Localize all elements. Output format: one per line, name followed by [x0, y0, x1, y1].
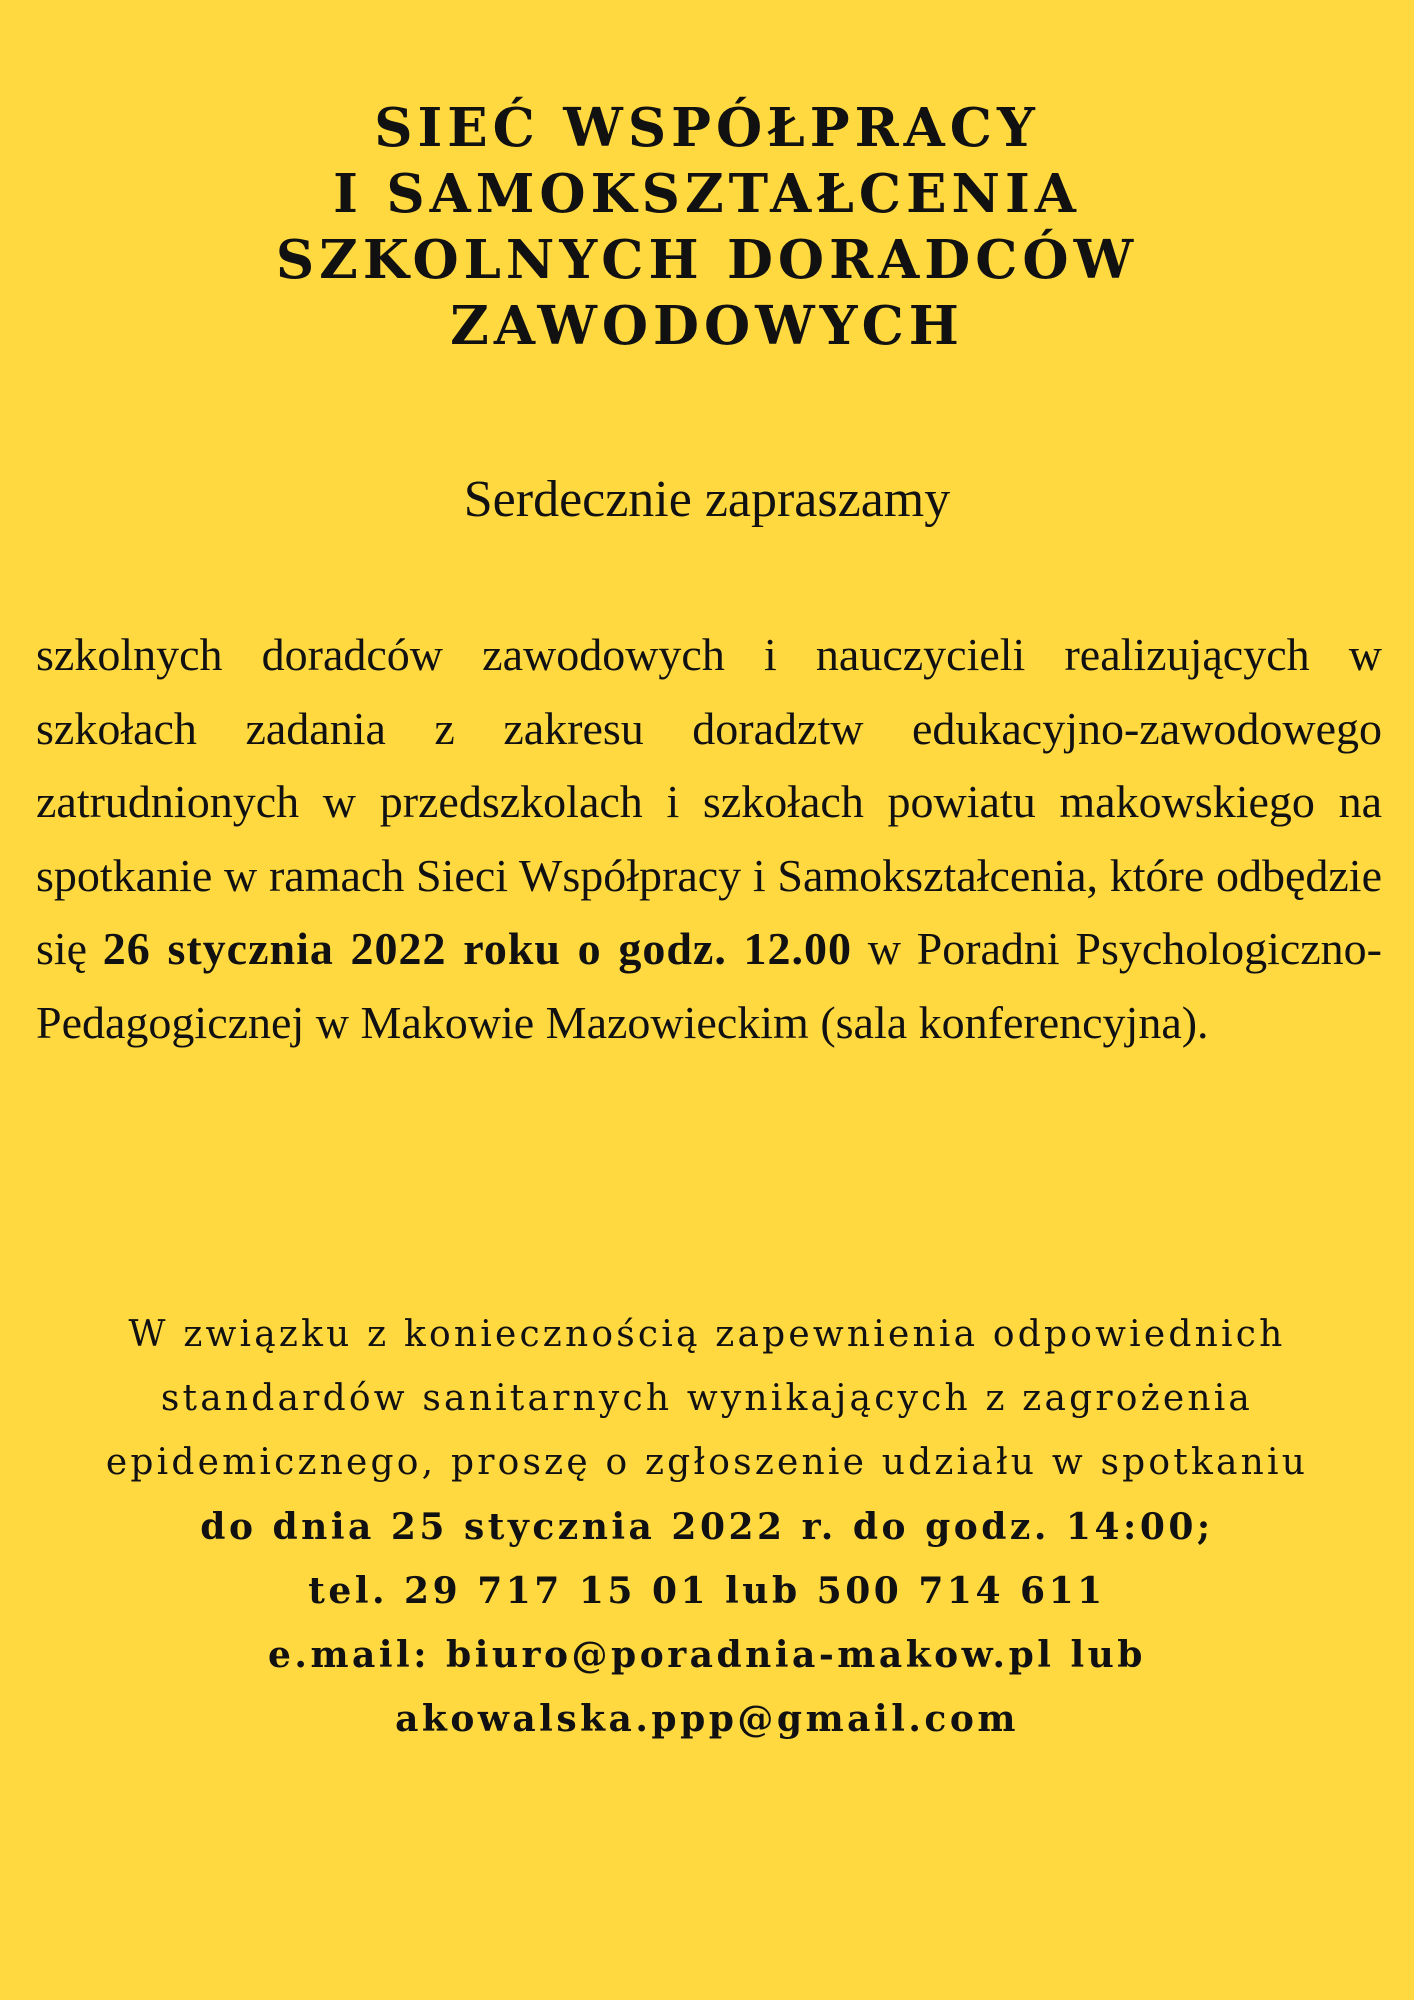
registration-notice [40, 1303, 1374, 1751]
greeting: Serdecznie zapraszamy [463, 471, 951, 528]
invitation-body [36, 618, 1382, 1059]
registration-deadline: do dnia 25 stycznia 2022 r. do godz. 14:00; [200, 1506, 1214, 1548]
meeting-location: w Poradni Psychologiczno-Pedagogicznej w Makowie Mazowieckim (sala konferencyjna). [36, 923, 1382, 1048]
contact-email-alt: akowalska.ppp@gmail.com [395, 1698, 1019, 1740]
contact-phone: tel. 29 717 15 01 lub 500 714 611 [308, 1570, 1106, 1612]
invitation-intro: szkolnych doradców zawodowych i nauczycieli realizujących w szkołach zadania z zakresu doradztw edukacyjno-zawodowego zatrudnionych w przedszkolach i szkołach powiatu makowskiego na spotkanie w ramach Sieci Współpracy i Samokształcenia, które odbędzie się [36, 629, 1382, 974]
page-title [0, 95, 1414, 359]
title-line-2: I SAMOKSZTAŁCENIA [333, 163, 1081, 225]
contact-email: e.mail: biuro@poradnia-makow.pl lub [268, 1634, 1146, 1676]
title-line-1: SIEĆ WSPÓŁPRACY [374, 97, 1040, 159]
meeting-date-time: 26 stycznia 2022 roku o godz. 12.00 [102, 923, 853, 974]
title-line-4: ZAWODOWYCH [450, 295, 964, 357]
notice-text: W związku z koniecznością zapewnienia odpowiednich standardów sanitarnych wynikających z zagrożenia epidemicznego, proszę o zgłoszenie udziału w spotkaniu [105, 1314, 1309, 1483]
title-line-3: SZKOLNYCH DORADCÓW [275, 229, 1139, 291]
